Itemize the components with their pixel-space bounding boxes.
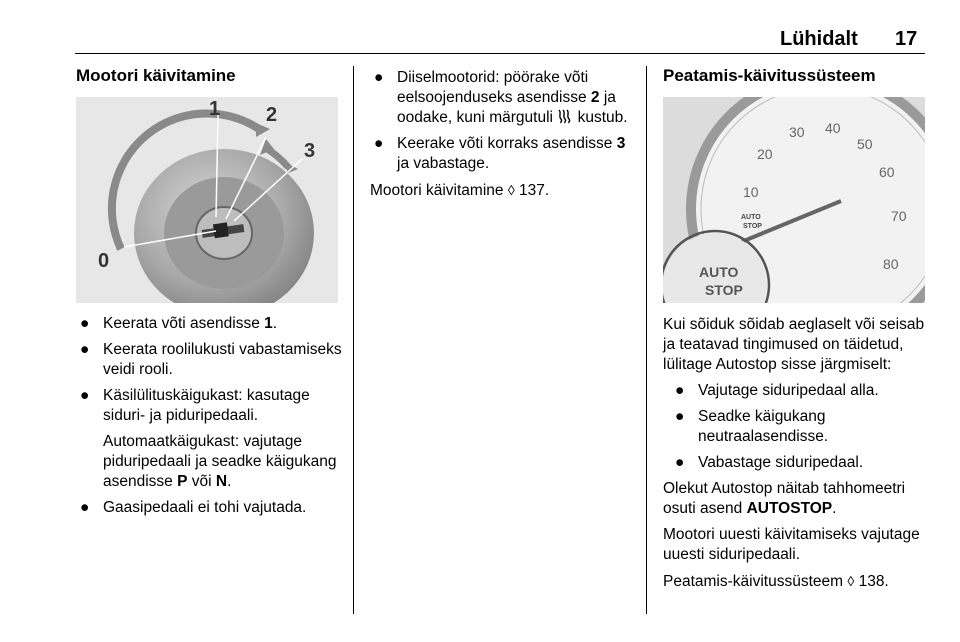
list-item: ● Keerata roolilukusti vabastamiseks veidi rooli. (80, 341, 342, 378)
tick-label: 80 (883, 256, 899, 272)
list-item: ● Keerata võti asendisse 1. (80, 315, 278, 332)
column-divider (646, 66, 647, 614)
list-item: ● Vajutage siduripedaal alla. (675, 382, 879, 399)
section-heading: Mootori käivitamine (76, 66, 236, 85)
tick-label: 30 (789, 124, 805, 140)
autostop-label-line1: AUTO (699, 264, 739, 280)
section-heading: Peatamis-käivitussüsteem (663, 66, 876, 85)
column-divider (353, 66, 354, 614)
ignition-switch-figure (76, 97, 338, 303)
paragraph: Olekut Autostop näitab tahhomeetri osuti asend AUTOSTOP. (663, 480, 906, 517)
tick-label: 10 (743, 184, 759, 200)
list-item: ● Käsilülituskäigukast: kasutage siduri- ja piduripedaali. Automaatkäigukast: vajutage piduripedaali ja seadke käigukang asendisse P või N. (76, 386, 342, 492)
position-label-1: 1 (209, 98, 221, 120)
ignition-illustration (76, 97, 338, 303)
autostop-mark-line2: STOP (743, 223, 762, 230)
column-3 (663, 66, 929, 598)
column-2 (370, 68, 634, 207)
position-label-3: 3 (304, 140, 316, 162)
header-rule (75, 53, 925, 54)
autostop-mark-line1: AUTO (741, 214, 761, 221)
tick-label: 20 (757, 146, 773, 162)
list-item: ● Seadke käigukang neutraalasendisse. (675, 408, 829, 445)
tachometer-illustration (663, 97, 925, 303)
running-header-title: Lühidalt (780, 28, 858, 50)
paragraph: Mootori uuesti käivitamiseks vajutage uuesti siduripedaali. (663, 526, 920, 563)
tick-label: 60 (879, 164, 895, 180)
reference-arrow-icon: ◊ (507, 182, 515, 198)
paragraph: Kui sõiduk sõidab aeglaselt või seisab ja teatavad tingimused on täidetud, lülitage Autostop sisse järgmiselt: (663, 316, 925, 373)
cross-reference[interactable]: Mootori käivitamine ◊ 137. (370, 182, 550, 199)
list-item: ● Gaasipedaali ei tohi vajutada. (80, 499, 307, 516)
column-1 (76, 66, 342, 524)
autostop-label-line2: STOP (705, 282, 743, 298)
reference-arrow-icon: ◊ (847, 573, 855, 589)
list-item: ● Keerake võti korraks asendisse 3 ja vabastage. (374, 135, 626, 172)
list-item: ● Vabastage siduripedaal. (675, 454, 864, 471)
tick-label: 40 (825, 120, 841, 136)
tachometer-figure (663, 97, 925, 303)
cross-reference[interactable]: Peatamis-käivitussüsteem ◊ 138. (663, 573, 889, 590)
automatic-transmission-note: Automaatkäigukast: vajutage piduripedaali ja seadke käigukang asendisse P või N. (103, 433, 337, 490)
list-item: ● Diiselmootorid: pöörake võti eelsoojenduseks asendisse 2 ja oodake, kuni märgutuli kustub. (374, 69, 628, 126)
glow-plug-icon (557, 109, 573, 124)
position-label-2: 2 (266, 104, 278, 126)
position-label-0: 0 (98, 250, 110, 272)
page-number: 17 (895, 28, 918, 50)
tick-label: 50 (857, 136, 873, 152)
tick-label: 70 (891, 208, 907, 224)
